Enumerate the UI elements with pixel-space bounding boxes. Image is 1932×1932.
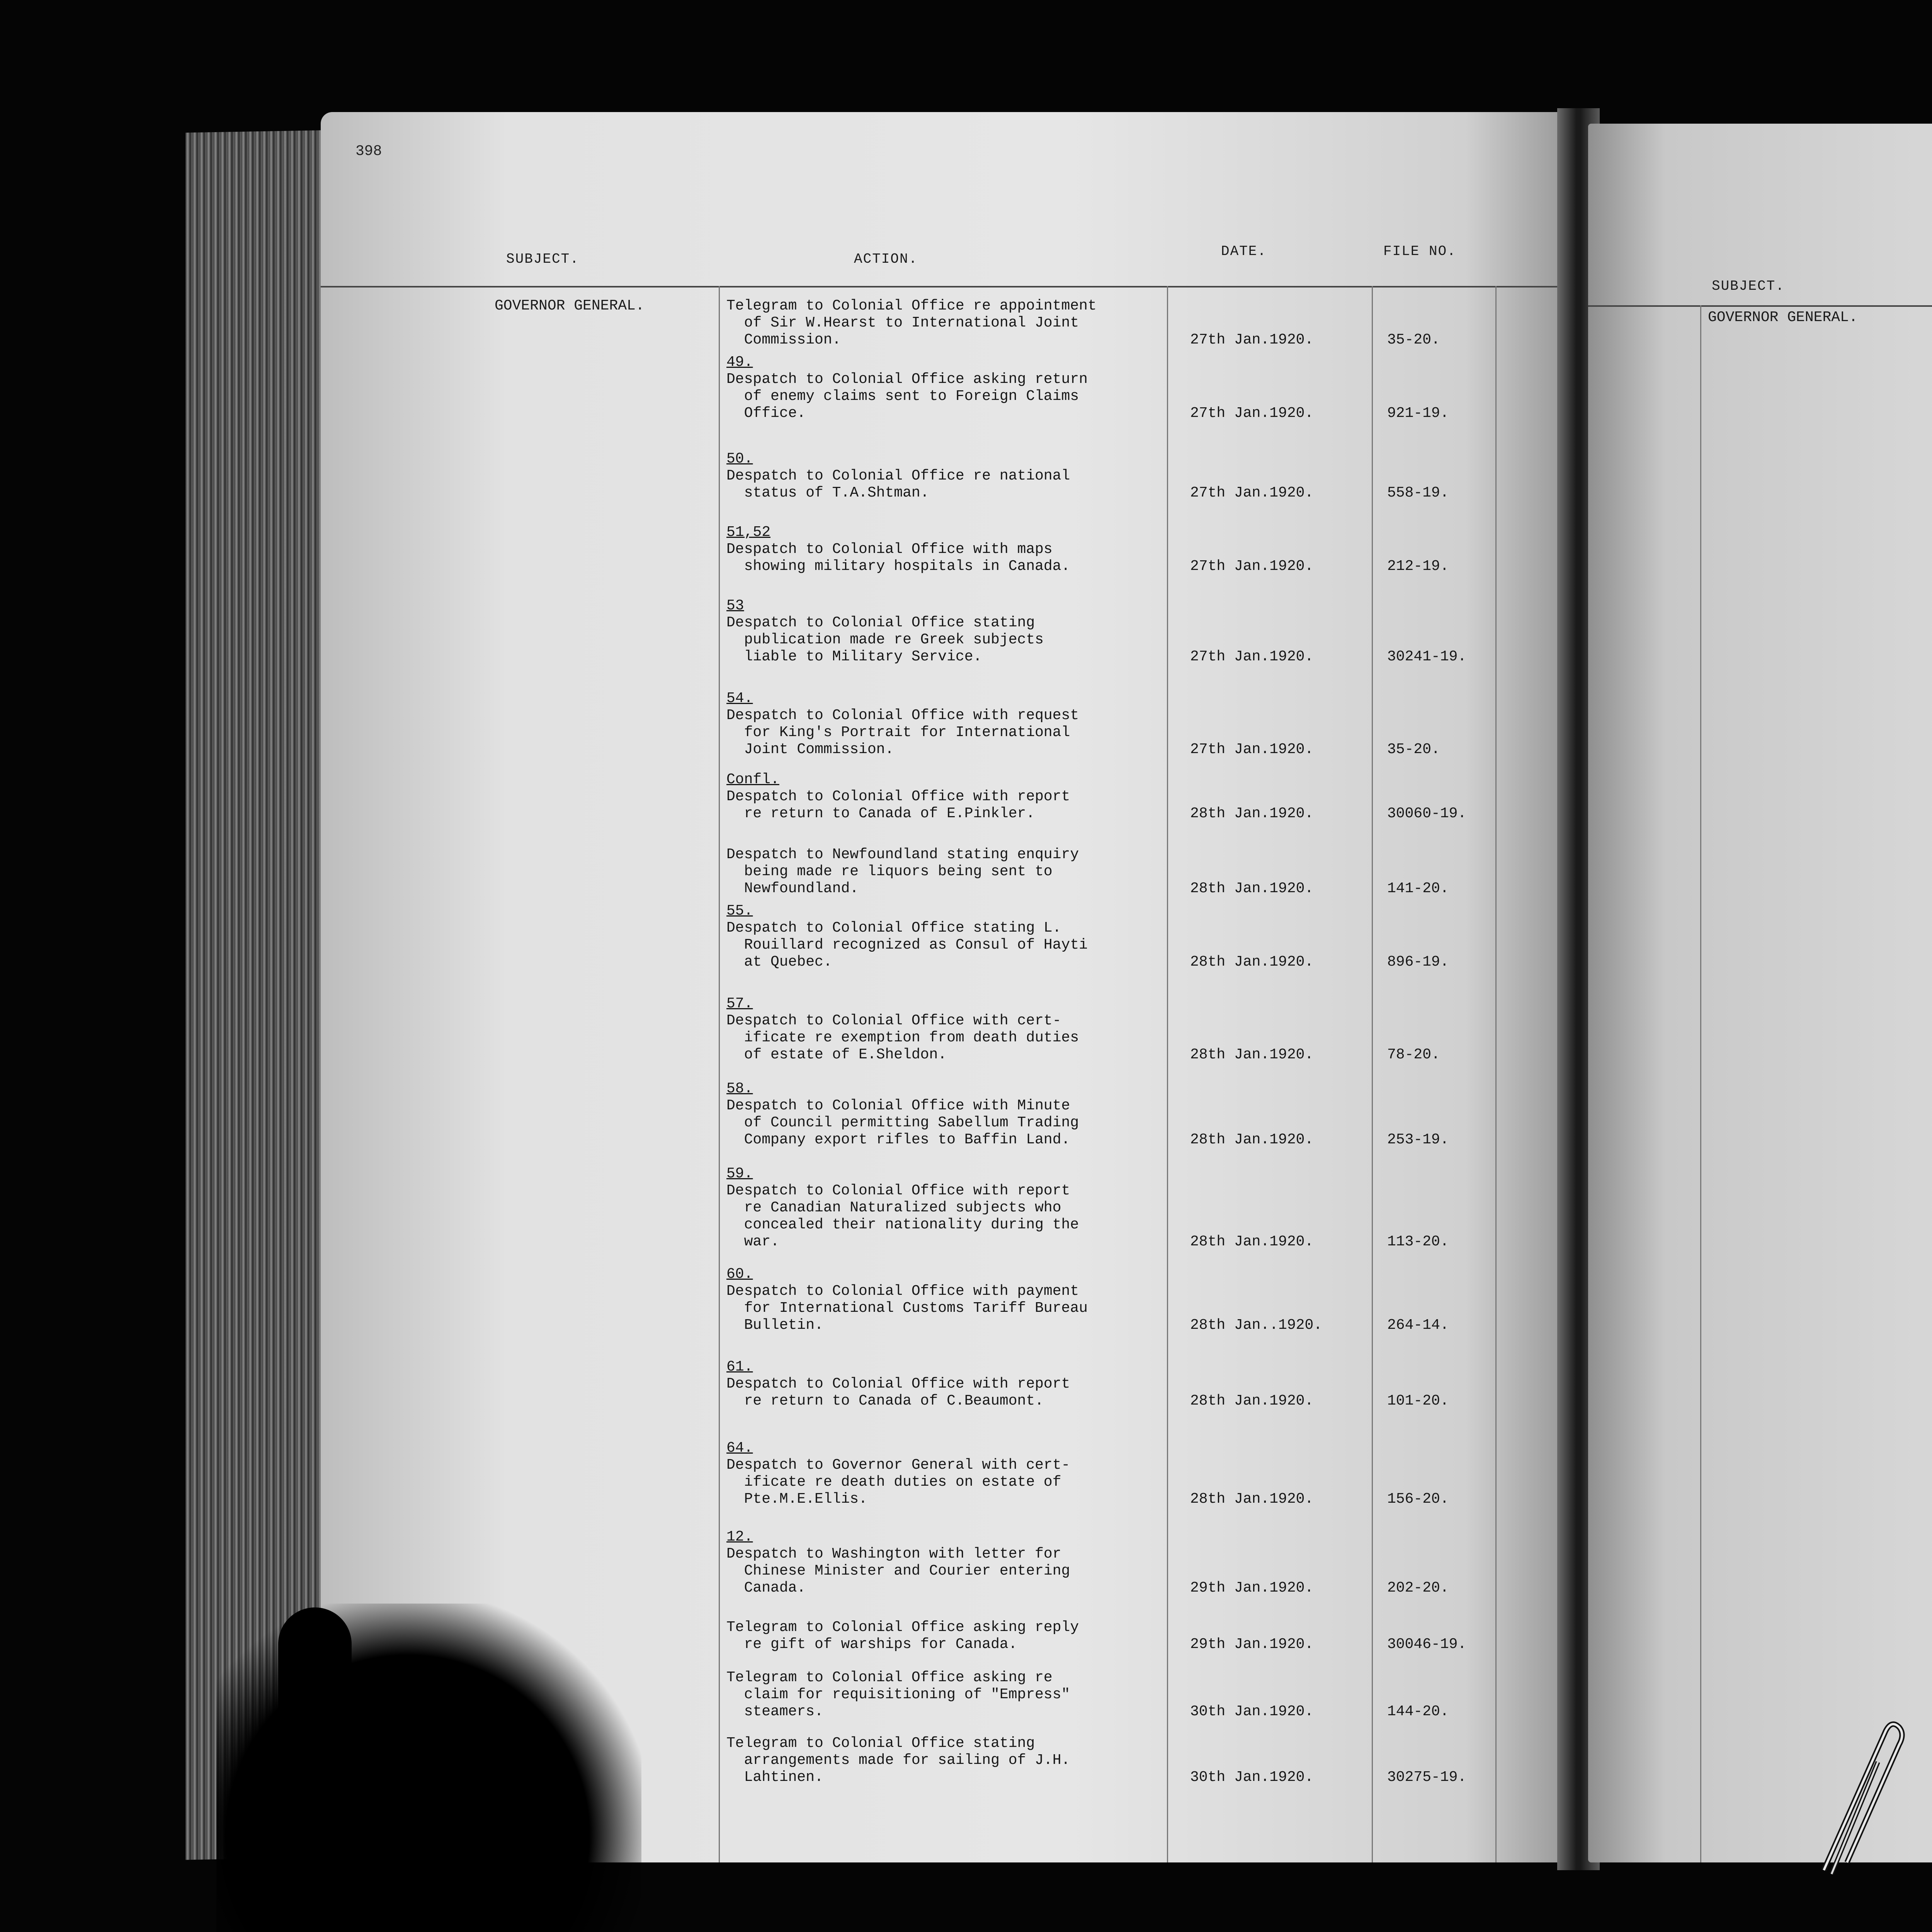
- entry-number: 54.: [726, 690, 753, 707]
- entry-file-number: 896-19.: [1387, 954, 1449, 970]
- entry-date: 27th Jan.1920.: [1190, 405, 1314, 422]
- entry-action: Despatch to Colonial Office stating L. Rouillard recognized as Consul of Hayti at Quebec.: [726, 920, 1088, 970]
- entry-number: 55.: [726, 903, 753, 919]
- entry-file-number: 253-19.: [1387, 1131, 1449, 1148]
- entry-file-number: 144-20.: [1387, 1703, 1449, 1720]
- finger-shadow: [456, 1777, 518, 1932]
- left-page: [321, 112, 1565, 1862]
- entry-file-number: 30241-19.: [1387, 648, 1467, 665]
- entry-date: 28th Jan.1920.: [1190, 805, 1314, 822]
- entry-date: 27th Jan.1920.: [1190, 648, 1314, 665]
- entry-action: Despatch to Colonial Office with maps showing military hospitals in Canada.: [726, 541, 1070, 575]
- page-number: 398: [355, 143, 382, 160]
- entry-file-number: 30275-19.: [1387, 1769, 1467, 1786]
- entry-number: 51,52: [726, 524, 771, 541]
- entry-file-number: 212-19.: [1387, 558, 1449, 575]
- entry-action: Despatch to Colonial Office with payment for International Customs Tariff Bureau Bulletin.: [726, 1283, 1088, 1333]
- entry-file-number: 202-20.: [1387, 1580, 1449, 1596]
- entry-action: Despatch to Washington with letter for Chinese Minister and Courier entering Canada.: [726, 1546, 1070, 1596]
- right-page: [1588, 124, 1932, 1862]
- header-date: DATE.: [1221, 243, 1267, 259]
- entry-date: 30th Jan.1920.: [1190, 1703, 1314, 1720]
- entry-file-number: 35-20.: [1387, 332, 1440, 348]
- entry-number: 61.: [726, 1359, 753, 1375]
- entry-file-number: 558-19.: [1387, 485, 1449, 501]
- entry-file-number: 78-20.: [1387, 1046, 1440, 1063]
- entry-date: 28th Jan.1920.: [1190, 880, 1314, 897]
- entry-action: Despatch to Colonial Office with report re Canadian Naturalized subjects who concealed their nationality during the war.: [726, 1182, 1079, 1250]
- entry-file-number: 264-14.: [1387, 1317, 1449, 1333]
- entry-file-number: 141-20.: [1387, 880, 1449, 897]
- entry-file-number: 113-20.: [1387, 1233, 1449, 1250]
- entry-date: 30th Jan.1920.: [1190, 1769, 1314, 1786]
- entry-date: 27th Jan.1920.: [1190, 332, 1314, 348]
- header-rule: [1588, 305, 1932, 307]
- entry-action: Despatch to Colonial Office stating publication made re Greek subjects liable to Military Service.: [726, 614, 1044, 665]
- entry-date: 27th Jan.1920.: [1190, 741, 1314, 758]
- entry-number: 50.: [726, 451, 753, 467]
- entry-number: 59.: [726, 1165, 753, 1182]
- entry-date: 28th Jan.1920.: [1190, 1233, 1314, 1250]
- header-file-no: FILE NO.: [1383, 243, 1456, 259]
- entry-action: Despatch to Colonial Office with Minute of Council permitting Sabellum Trading Company export rifles to Baffin Land.: [726, 1097, 1079, 1148]
- header-subject: SUBJECT.: [506, 251, 579, 267]
- entry-file-number: 30060-19.: [1387, 805, 1467, 822]
- entry-action: Telegram to Colonial Office stating arrangements made for sailing of J.H. Lahtinen.: [726, 1735, 1070, 1786]
- column-divider: [1700, 305, 1701, 1862]
- entry-number: 49.: [726, 354, 753, 371]
- entry-date: 28th Jan..1920.: [1190, 1317, 1323, 1333]
- entry-number: Confl.: [726, 771, 779, 788]
- column-divider: [719, 286, 720, 1862]
- header-action: ACTION.: [854, 251, 918, 267]
- entry-action: Despatch to Colonial Office re national status of T.A.Shtman.: [726, 468, 1070, 501]
- entry-date: 28th Jan.1920.: [1190, 1491, 1314, 1507]
- entry-date: 28th Jan.1920.: [1190, 954, 1314, 970]
- entry-action: Despatch to Colonial Office with report re return to Canada of C.Beaumont.: [726, 1376, 1070, 1409]
- column-divider: [1372, 286, 1373, 1862]
- entry-date: 27th Jan.1920.: [1190, 485, 1314, 501]
- entry-number: 60.: [726, 1266, 753, 1282]
- subject-label: GOVERNOR GENERAL.: [495, 298, 645, 314]
- header-subject: SUBJECT.: [1712, 278, 1785, 294]
- column-divider: [1495, 286, 1497, 1862]
- entry-action: Despatch to Newfoundland stating enquiry being made re liquors being sent to Newfoundland.: [726, 846, 1079, 897]
- entry-action: Despatch to Colonial Office with cert- ificate re exemption from death duties of estate of E.Sheldon.: [726, 1012, 1079, 1063]
- entry-action: Despatch to Colonial Office with request for King's Portrait for International Joint Commission.: [726, 707, 1079, 758]
- entry-number: 12.: [726, 1529, 753, 1545]
- finger-shadow: [340, 1662, 410, 1913]
- entry-file-number: 30046-19.: [1387, 1636, 1467, 1653]
- entry-file-number: 35-20.: [1387, 741, 1440, 758]
- entry-number: 53: [726, 597, 744, 614]
- entry-date: 28th Jan.1920.: [1190, 1131, 1314, 1148]
- entry-file-number: 156-20.: [1387, 1491, 1449, 1507]
- header-rule: [321, 286, 1565, 287]
- entry-action: Despatch to Colonial Office with report re return to Canada of E.Pinkler.: [726, 788, 1070, 822]
- subject-label: GOVERNOR GENERAL.: [1708, 309, 1858, 326]
- entry-date: 27th Jan.1920.: [1190, 558, 1314, 575]
- entry-action: Despatch to Governor General with cert- ificate re death duties on estate of Pte.M.E.Ellis.: [726, 1457, 1070, 1507]
- entry-action: Telegram to Colonial Office re appointment of Sir W.Hearst to International Joint Commission.: [726, 298, 1097, 348]
- entry-action: Telegram to Colonial Office asking re claim for requisitioning of "Empress" steamers.: [726, 1669, 1070, 1720]
- entry-action: Telegram to Colonial Office asking reply re gift of warships for Canada.: [726, 1619, 1079, 1653]
- entry-number: 57.: [726, 995, 753, 1012]
- entry-number: 64.: [726, 1440, 753, 1456]
- entry-action: Despatch to Colonial Office asking return of enemy claims sent to Foreign Claims Office.: [726, 371, 1088, 422]
- book-page-edges: [185, 130, 332, 1860]
- column-divider: [1167, 286, 1168, 1862]
- entry-date: 29th Jan.1920.: [1190, 1636, 1314, 1653]
- entry-file-number: 921-19.: [1387, 405, 1449, 422]
- entry-date: 28th Jan.1920.: [1190, 1046, 1314, 1063]
- paper-clip-icon: [1808, 1716, 1909, 1878]
- entry-date: 29th Jan.1920.: [1190, 1580, 1314, 1596]
- entry-file-number: 101-20.: [1387, 1393, 1449, 1409]
- entry-date: 28th Jan.1920.: [1190, 1393, 1314, 1409]
- entry-number: 58.: [726, 1080, 753, 1097]
